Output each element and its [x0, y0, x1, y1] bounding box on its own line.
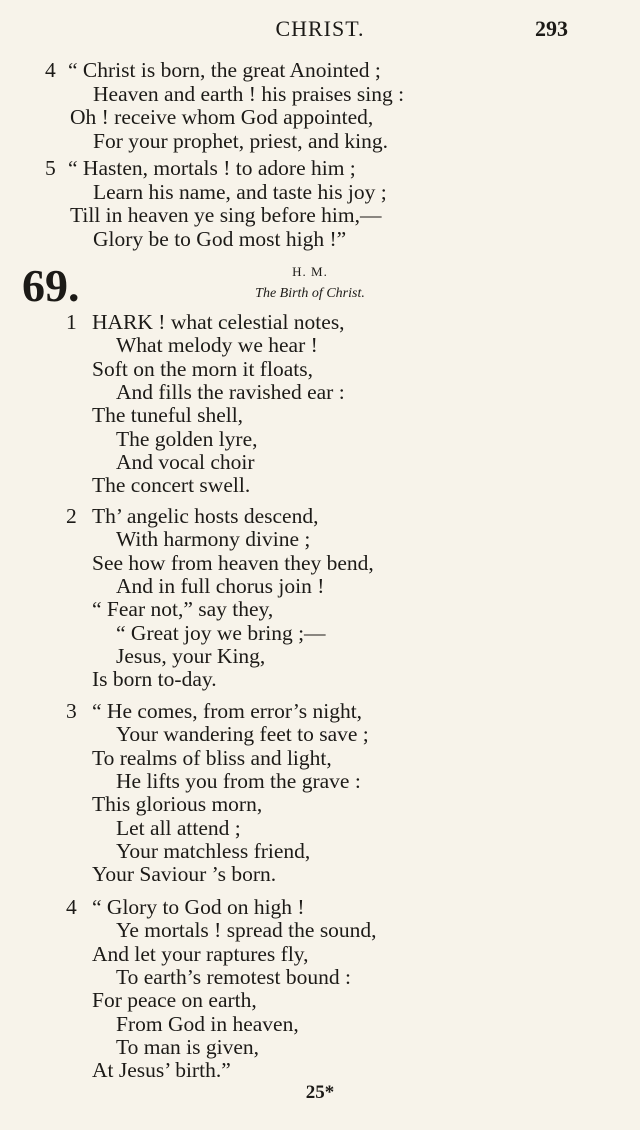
stanza-number: 5	[45, 156, 56, 180]
signature-mark: 25*	[305, 1082, 335, 1103]
stanza-number: 3	[66, 699, 77, 723]
verse-line: “ Great joy we bring ;—	[116, 620, 326, 645]
verse-line: Your wandering feet to save ;	[116, 722, 369, 747]
verse-line: Ye mortals ! spread the sound,	[116, 918, 377, 943]
verse-line: Soft on the morn it floats,	[92, 356, 313, 381]
running-head: CHRIST.	[275, 16, 365, 41]
verse-line: Th’ angelic hosts descend,	[92, 504, 319, 528]
verse-line: With harmony divine ;	[116, 527, 311, 552]
verse-line: “ Christ is born, the great Anointed ;	[68, 58, 381, 82]
verse-line: For peace on earth,	[92, 988, 257, 1013]
stanza-number: 2	[66, 504, 77, 528]
verse-line: Jesus, your King,	[116, 643, 266, 668]
verse-line: Glory be to God most high !”	[93, 226, 347, 251]
verse-line: Is born to-day.	[92, 667, 217, 692]
verse-line: Your matchless friend,	[116, 838, 311, 863]
hymn-number: 69.	[22, 260, 80, 311]
hymn-meter: H. M.	[292, 264, 328, 279]
verse-line: From God in heaven,	[116, 1011, 299, 1036]
verse-line: HARK ! what celestial notes,	[92, 310, 345, 334]
verse-line: Oh ! receive whom God appointed,	[70, 105, 374, 129]
verse-line: And vocal choir	[116, 449, 255, 474]
verse-line: To man is given,	[116, 1034, 260, 1059]
verse-line: Let all attend ;	[116, 815, 241, 840]
verse-line: And fills the ravished ear :	[116, 379, 345, 404]
verse-line: What melody we hear !	[116, 333, 318, 358]
verse-line: And in full chorus join !	[116, 573, 325, 598]
verse-line: The golden lyre,	[116, 426, 258, 451]
verse-line: To realms of bliss and light,	[92, 745, 332, 770]
verse-line: “ Glory to God on high !	[92, 895, 305, 919]
verse-line: The concert swell.	[92, 473, 251, 498]
verse-line: “ He comes, from error’s night,	[92, 699, 363, 723]
hymn-title: The Birth of Christ.	[255, 286, 365, 301]
page-number: 293	[535, 16, 568, 41]
verse-line: For your prophet, priest, and king.	[93, 128, 388, 153]
verse-line: At Jesus’ birth.”	[92, 1058, 231, 1083]
verse-line: And let your raptures fly,	[92, 941, 309, 966]
stanza-number: 4	[66, 895, 77, 919]
verse-line: The tuneful shell,	[92, 403, 244, 428]
verse-line: See how from heaven they bend,	[92, 550, 374, 575]
stanza-number: 4	[45, 58, 56, 82]
verse-line: “ Fear not,” say they,	[92, 597, 274, 622]
verse-line: Heaven and earth ! his praises sing :	[93, 81, 405, 106]
verse-line: This glorious morn,	[92, 792, 263, 817]
verse-line: He lifts you from the grave :	[116, 768, 361, 793]
page-header	[0, 16, 640, 46]
verse-line: Till in heaven ye sing before him,—	[70, 203, 382, 227]
stanza-number: 1	[66, 310, 77, 334]
verse-line: “ Hasten, mortals ! to adore him ;	[68, 156, 356, 180]
verse-line: Learn his name, and taste his joy ;	[93, 179, 387, 204]
verse-line: To earth’s remotest bound :	[116, 964, 351, 989]
verse-line: Your Saviour ’s born.	[92, 862, 277, 887]
